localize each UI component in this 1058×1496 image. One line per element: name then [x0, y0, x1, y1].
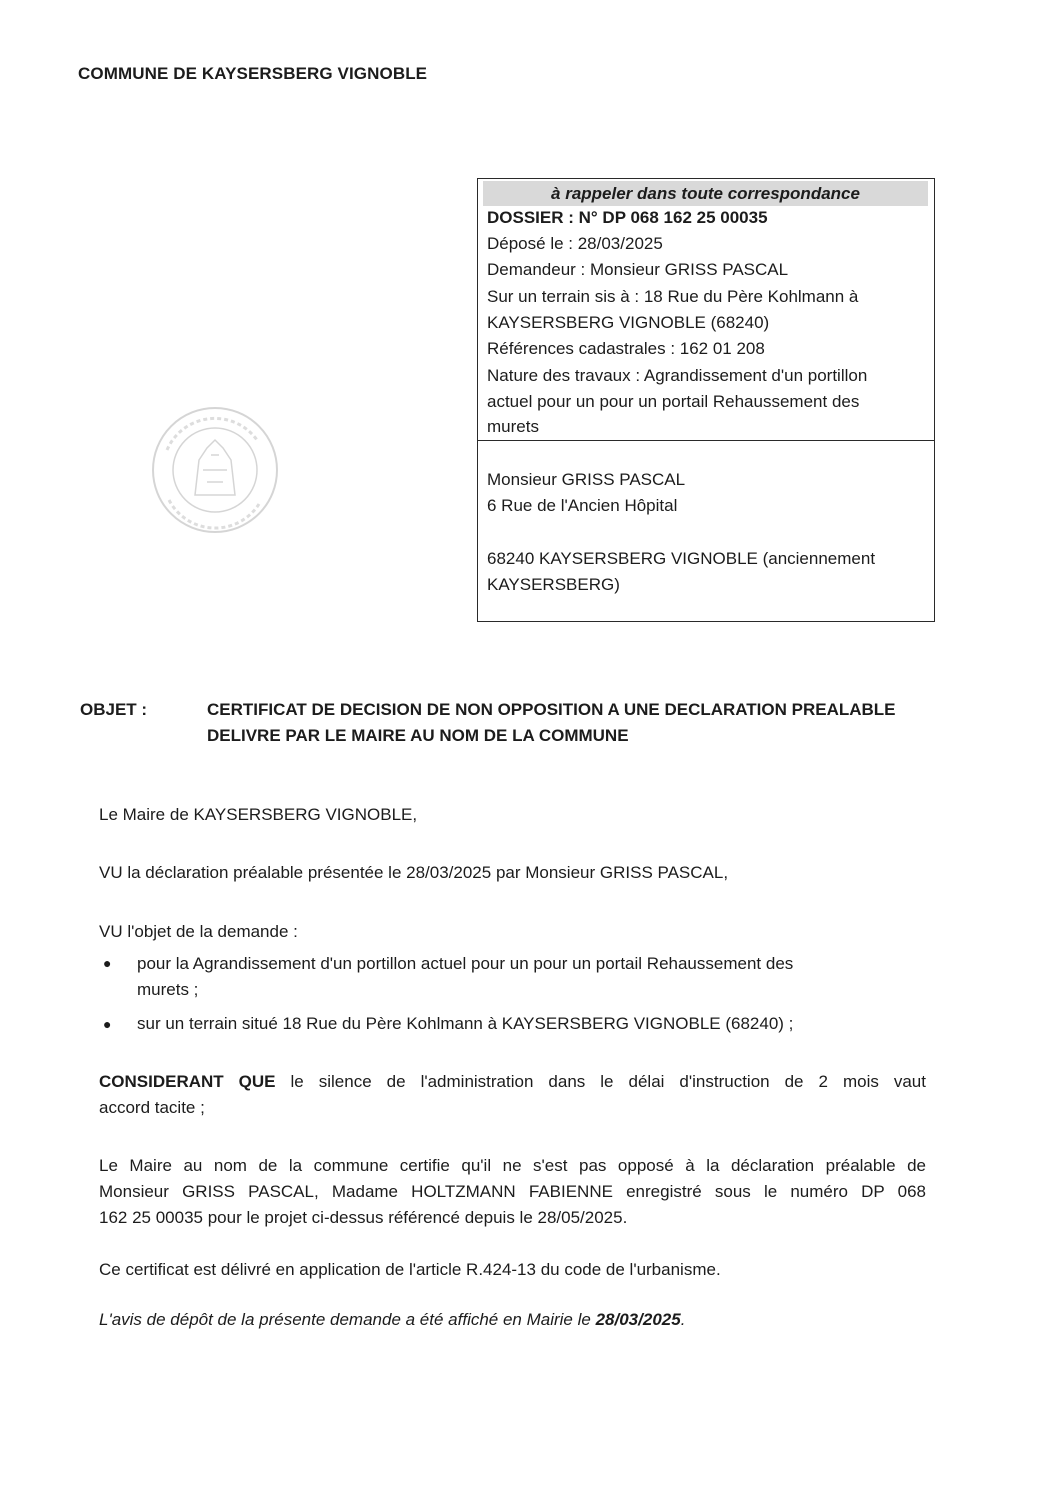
works-nature-line-1: Nature des travaux : Agrandissement d'un portillon	[487, 366, 868, 385]
subject-line-1: CERTIFICAT DE DECISION DE NON OPPOSITION A UNE DECLARATION PREALABLE	[207, 700, 896, 719]
posting-notice-text: L'avis de dépôt de la présente demande a été affiché en Mairie le	[99, 1310, 591, 1329]
bullet-2-line-1: sur un terrain situé 18 Rue du Père Kohlmann à KAYSERSBERG VIGNOBLE (68240) ;	[137, 1014, 794, 1033]
recipient-street: 6 Rue de l'Ancien Hôpital	[487, 496, 678, 515]
bullet-1-line-1: pour la Agrandissement d'un portillon actuel pour un pour un portail Rehaussement des	[137, 954, 794, 973]
posting-notice	[99, 1310, 685, 1330]
dossier-number: DOSSIER : N° DP 068 162 25 00035	[487, 208, 768, 227]
posting-notice-period: .	[680, 1310, 686, 1329]
subject-line-2: DELIVRE PAR LE MAIRE AU NOM DE LA COMMUNE	[207, 726, 629, 745]
bullet-1-line-2: murets ;	[137, 980, 199, 999]
recall-banner: à rappeler dans toute correspondance	[483, 181, 928, 206]
certification-line-2: Monsieur GRISS PASCAL, Madame HOLTZMANN FABIENNE enregistré sous le numéro DP 068	[99, 1182, 926, 1201]
applicant: Demandeur : Monsieur GRISS PASCAL	[487, 260, 789, 279]
legal-basis: Ce certificat est délivré en application de l'article R.424-13 du code de l'urbanisme.	[99, 1260, 721, 1279]
considerant-keyword: CONSIDERANT QUE	[99, 1072, 276, 1091]
site-address-line-1: Sur un terrain sis à : 18 Rue du Père Kohlmann à	[487, 287, 859, 306]
site-address-line-2: KAYSERSBERG VIGNOBLE (68240)	[487, 313, 770, 332]
posting-date: 28/03/2025	[595, 1310, 681, 1329]
subject-label: OBJET :	[80, 700, 148, 719]
considerant-line-2: accord tacite ;	[99, 1098, 205, 1117]
mayor-intro: Le Maire de KAYSERSBERG VIGNOBLE,	[99, 805, 418, 824]
cadastral-references: Références cadastrales : 162 01 208	[487, 339, 765, 358]
vu-objet: VU l'objet de la demande :	[99, 922, 298, 941]
commune-seal-stamp	[147, 400, 283, 540]
commune-header: COMMUNE DE KAYSERSBERG VIGNOBLE	[78, 64, 428, 83]
certification-line-1: Le Maire au nom de la commune certifie qu'il ne s'est pas opposé à la déclaration préalable de	[99, 1156, 926, 1175]
recipient-name: Monsieur GRISS PASCAL	[487, 470, 686, 489]
considerant-text: le silence de l'administration dans le délai d'instruction de 2 mois vaut	[290, 1072, 926, 1091]
box-divider	[478, 440, 934, 441]
bullet-marker: ●	[103, 1016, 112, 1032]
works-nature-line-3: murets	[487, 417, 539, 436]
recipient-city-line-2: KAYSERSBERG)	[487, 575, 620, 594]
certification-line-3: 162 25 00035 pour le projet ci-dessus référencé depuis le 28/05/2025.	[99, 1208, 628, 1227]
deposit-date: Déposé le : 28/03/2025	[487, 234, 663, 253]
dossier-reference-box	[477, 178, 935, 622]
recipient-city-line-1: 68240 KAYSERSBERG VIGNOBLE (anciennement	[487, 549, 876, 568]
bullet-marker: ●	[103, 955, 112, 971]
works-nature-line-2: actuel pour un pour un portail Rehaussement des	[487, 392, 860, 411]
considerant-line-1	[99, 1072, 926, 1092]
vu-declaration: VU la déclaration préalable présentée le 28/03/2025 par Monsieur GRISS PASCAL,	[99, 863, 729, 882]
